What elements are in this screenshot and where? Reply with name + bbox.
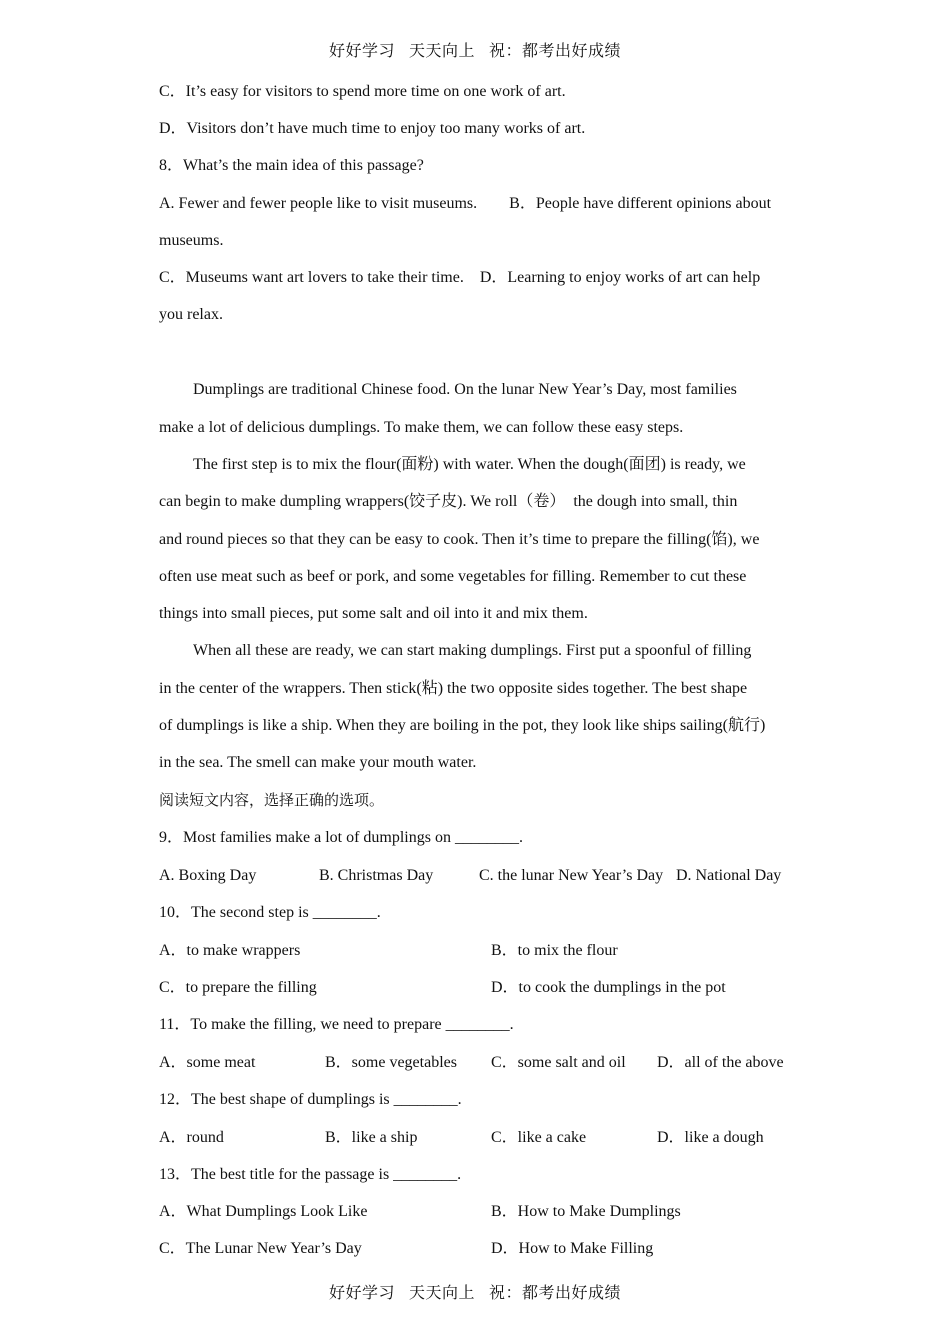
passage-p3-line4: in the sea. The smell can make your mouth water. [159, 754, 477, 771]
q12-stem: 12．The best shape of dumplings is ________. [159, 1091, 462, 1108]
footer-motto-3: 祝：都考出好成绩 [489, 1283, 622, 1302]
q7-option-c: C．It’s easy for visitors to spend more time on one work of art. [159, 83, 566, 100]
passage-p1-line2: make a lot of delicious dumplings. To make them, we can follow these easy steps. [159, 419, 684, 436]
q8-options-cd-cont: you relax. [159, 306, 223, 323]
q12-option-b[interactable]: B．like a ship [325, 1129, 418, 1146]
passage-p2-line1: The first step is to mix the flour(面粉) with water. When the dough(面团) is ready, we [193, 456, 746, 473]
passage-p3-line1: When all these are ready, we can start making dumplings. First put a spoonful of filling [193, 642, 752, 659]
q13-option-a[interactable]: A．What Dumplings Look Like [159, 1203, 368, 1220]
q11-option-d[interactable]: D．all of the above [657, 1054, 784, 1071]
passage-p1-line1: Dumplings are traditional Chinese food. On the lunar New Year’s Day, most families [193, 381, 737, 398]
q13-stem: 13．The best title for the passage is ________. [159, 1166, 462, 1183]
passage-p3-line2: in the center of the wrappers. Then stick(粘) the two opposite sides together. The best shape [159, 680, 748, 697]
q9-option-b[interactable]: B. Christmas Day [319, 867, 434, 884]
header-motto-1: 好好学习 [328, 41, 395, 60]
q11-option-c[interactable]: C．some salt and oil [491, 1054, 626, 1071]
passage-p3-line3: of dumplings is like a ship. When they are boiling in the pot, they look like ships sailing(航行) [159, 717, 766, 734]
header-motto-3: 祝：都考出好成绩 [489, 41, 622, 60]
q11-stem: 11．To make the filling, we need to prepare ________. [159, 1016, 514, 1033]
q11-option-b[interactable]: B．some vegetables [325, 1054, 457, 1071]
q9-option-c[interactable]: C. the lunar New Year’s Day [479, 867, 664, 884]
passage-p2-line4: often use meat such as beef or pork, and some vegetables for filling. Remember to cut these [159, 568, 747, 585]
q10-option-a[interactable]: A．to make wrappers [159, 942, 301, 959]
q8-options-ab: A. Fewer and fewer people like to visit museums. B．People have different opinions about [159, 195, 772, 212]
q12-option-c[interactable]: C．like a cake [491, 1129, 587, 1146]
q12-option-a[interactable]: A．round [159, 1129, 224, 1146]
passage-p2-line3: and round pieces so that they can be easy to cook. Then it’s time to prepare the filling(馅), we [159, 531, 760, 548]
q9-stem: 9．Most families make a lot of dumplings on ________. [159, 829, 523, 846]
q10-option-c[interactable]: C．to prepare the filling [159, 979, 317, 996]
q12-option-d[interactable]: D．like a dough [657, 1129, 764, 1146]
q10-option-d[interactable]: D．to cook the dumplings in the pot [491, 979, 726, 996]
footer-motto-1: 好好学习 [328, 1283, 395, 1302]
reading-instruction: 阅读短文内容，选择正确的选项。 [159, 791, 385, 809]
footer-motto-2: 天天向上 [408, 1283, 475, 1302]
q8-stem: 8．What’s the main idea of this passage? [159, 157, 424, 174]
q10-option-b[interactable]: B．to mix the flour [491, 942, 618, 959]
q13-option-d[interactable]: D．How to Make Filling [491, 1240, 654, 1257]
q9-option-a[interactable]: A. Boxing Day [159, 867, 257, 884]
q11-option-a[interactable]: A．some meat [159, 1054, 256, 1071]
q9-option-d[interactable]: D. National Day [676, 867, 782, 884]
page-footer [0, 1280, 950, 1303]
q8-options-cd: C．Museums want art lovers to take their time. D．Learning to enjoy works of art can help [159, 269, 761, 286]
q13-option-c[interactable]: C．The Lunar New Year’s Day [159, 1240, 362, 1257]
q13-option-b[interactable]: B．How to Make Dumplings [491, 1203, 681, 1220]
q10-stem: 10．The second step is ________. [159, 904, 381, 921]
passage-p2-line2: can begin to make dumpling wrappers(饺子皮). We roll（卷） the dough into small, thin [159, 493, 738, 510]
q7-option-d: D．Visitors don’t have much time to enjoy too many works of art. [159, 120, 586, 137]
page-header [0, 38, 950, 61]
header-motto-2: 天天向上 [408, 41, 475, 60]
q8-options-ab-cont: museums. [159, 232, 224, 249]
passage-p2-line5: things into small pieces, put some salt and oil into it and mix them. [159, 605, 588, 622]
